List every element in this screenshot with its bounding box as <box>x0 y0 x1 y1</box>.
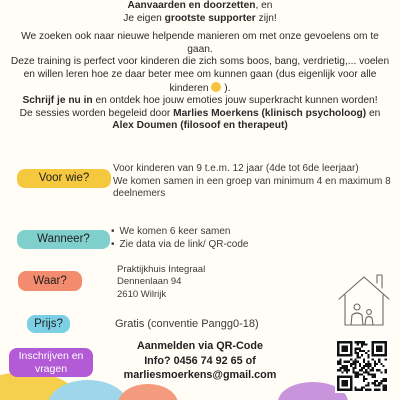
intro-paragraph-2: Deze training is perfect voor kinderen die zich soms boos, bang, verdrietig,... voelen en willen leren hoe ze daar beter mee om kunnen gaan (dus eigenlijk voor alle kinderen <box>10 56 390 94</box>
list-item: • Zie data via de link/ QR-code <box>111 239 351 252</box>
label-wanneer: Wanneer? <box>17 230 110 249</box>
qr-code[interactable] <box>335 339 389 393</box>
intro-paragraph-4b: Marlies Moerkens (klinisch psycholoog) <box>173 107 367 119</box>
intro-paragraph-1: We zoeken ook naar nieuwe helpende manieren om met onze gevoelens om te gaan. <box>21 31 379 55</box>
intro-line-1-bold: Aanvaarden en doorzetten <box>127 0 256 11</box>
house-family-icon <box>333 269 395 329</box>
signup-line-2: Info? 0456 74 92 65 of <box>144 354 256 367</box>
list-item: • We komen 6 keer samen <box>111 226 351 239</box>
intro-paragraph-2-end: ). <box>221 82 231 94</box>
signup-email[interactable]: marliesmoerkens@gmail.com <box>123 369 277 382</box>
address-line-1: Praktijkhuis Integraal <box>117 264 206 275</box>
address-line-3: 2610 Wilrijk <box>117 288 167 300</box>
info-wanneer <box>111 226 351 251</box>
intro-text <box>8 0 392 133</box>
intro-paragraph-3: en ontdek hoe jouw emoties jouw superkracht kunnen worden! <box>92 95 378 107</box>
intro-paragraph-4c: en <box>366 107 381 119</box>
intro-paragraph-4d: Alex Doumen (filosoof en therapeut) <box>112 120 288 132</box>
label-inschrijven: Inschrijven en vragen <box>9 348 93 377</box>
intro-line-1-rest: , en <box>255 0 273 11</box>
intro-line-2a: Je eigen <box>123 12 165 24</box>
intro-line-2c: zijn! <box>255 12 277 24</box>
intro-line-2b: grootste supporter <box>164 12 256 24</box>
intro-paragraph-3-bold: Schrijf je nu in <box>22 95 93 107</box>
signup-line-1: Aanmelden via QR-Code <box>137 340 263 352</box>
info-voor-wie: Voor kinderen van 9 t.e.m. 12 jaar (4de tot 6de leerjaar) We komen samen in een groep van minimum 4 en maximum 8 deelnemers <box>113 163 391 200</box>
smiley-icon <box>211 82 221 92</box>
label-prijs: Prijs? <box>27 315 70 333</box>
label-waar: Waar? <box>18 271 82 291</box>
decor-blob-coral <box>118 384 178 400</box>
signup-info <box>110 339 290 383</box>
info-prijs: Gratis (conventie Pangg0-18) <box>115 318 259 330</box>
info-waar <box>117 264 277 301</box>
address-line-2: Dennenlaan 94 <box>117 276 182 288</box>
intro-paragraph-4a: De sessies worden begeleid door <box>19 107 174 119</box>
label-voor-wie: Voor wie? <box>17 169 111 188</box>
